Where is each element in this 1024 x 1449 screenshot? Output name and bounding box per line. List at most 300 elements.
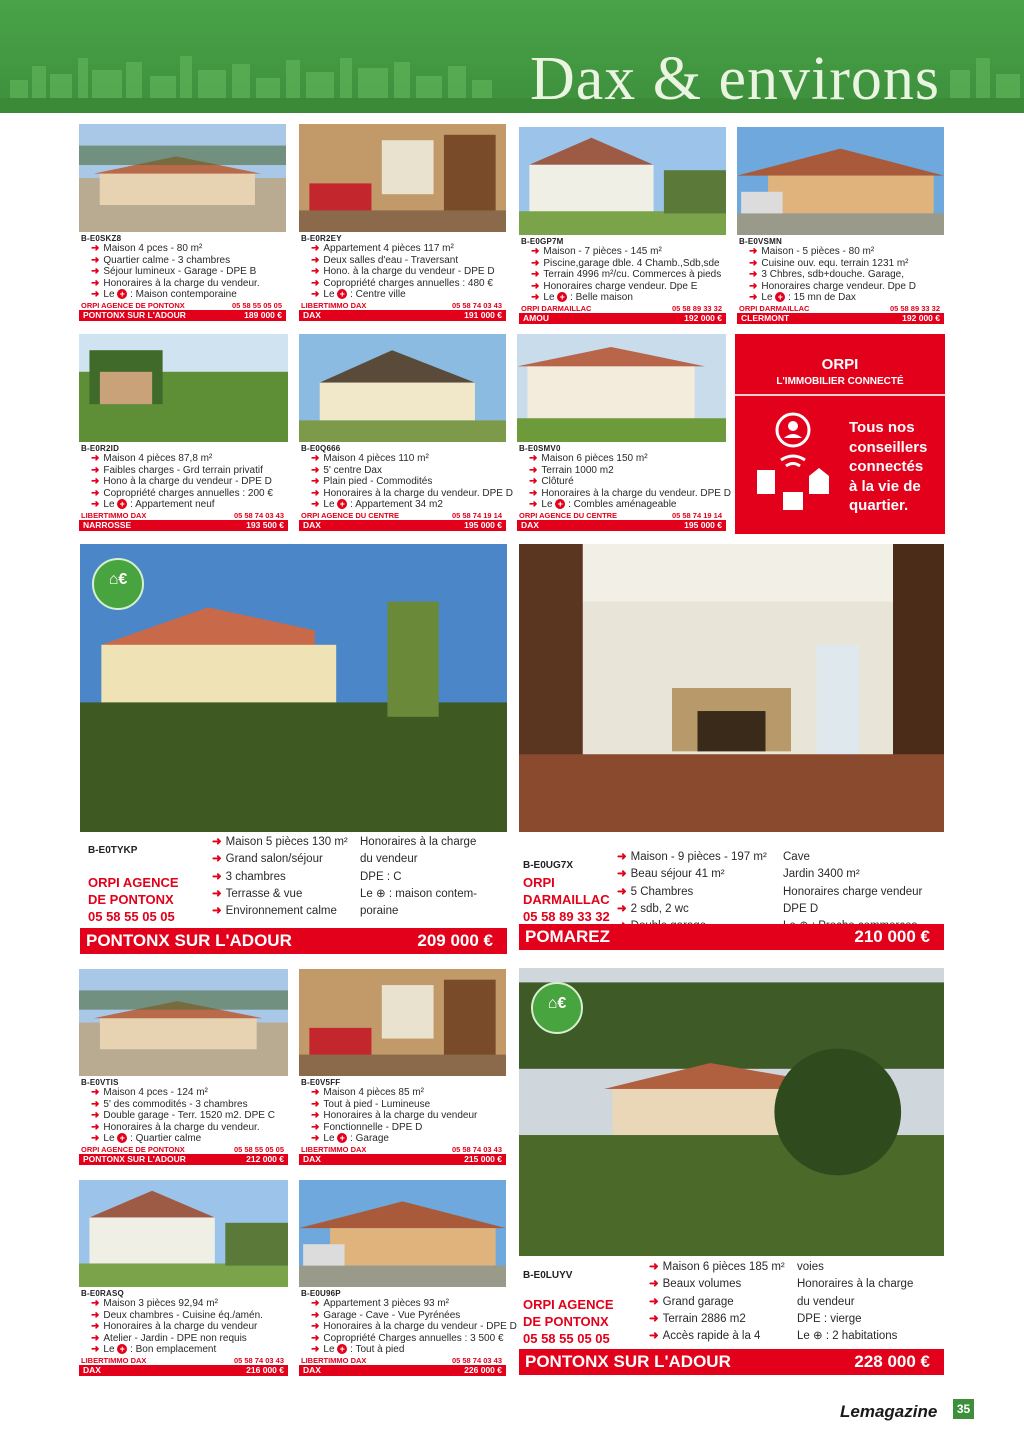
arrow-icon: ➜ <box>311 1098 320 1110</box>
arrow-icon: ➜ <box>529 464 538 476</box>
arrow-icon: ➜ <box>212 870 222 883</box>
price: 228 000 € <box>854 1352 930 1371</box>
plus-icon: + <box>775 292 785 302</box>
plus-icon: + <box>337 499 347 509</box>
price: 192 000 € <box>902 313 940 323</box>
plus-icon: + <box>337 1133 347 1143</box>
feature-plus: ➜ Le + : Garage <box>311 1133 389 1144</box>
feature-item: ➜ Grand salon/séjour <box>212 853 323 866</box>
feature-item: ➜ Appartement 3 pièces 93 m² <box>311 1298 450 1309</box>
agency-text: DE PONTONX <box>88 892 174 907</box>
feature-item: ➜ Honoraires à la charge du vendeur. DPE D <box>529 487 731 499</box>
feature-plus: ➜ Le + : Belle maison <box>531 292 633 303</box>
feature-list <box>531 246 721 304</box>
arrow-icon: ➜ <box>311 254 320 266</box>
arrow-icon: ➜ <box>311 1332 320 1344</box>
featured-listing-card[interactable] <box>80 544 507 956</box>
arrow-icon: ➜ <box>529 499 538 510</box>
listing-ref: B-E0LUYV <box>523 1270 573 1281</box>
price: 210 000 € <box>854 927 930 946</box>
arrow-icon: ➜ <box>649 1278 659 1291</box>
page-number: 35 <box>953 1399 974 1419</box>
price-bar <box>519 313 726 324</box>
arrow-icon: ➜ <box>91 476 100 487</box>
feature-item: ➜ Maison 4 pièces 87,8 m² <box>91 453 213 464</box>
listing-ref: B-E0VSMN <box>739 237 782 246</box>
arrow-icon: ➜ <box>617 851 627 863</box>
feature-plus: ➜ Le + : Appartement 34 m2 <box>311 499 443 510</box>
feature-list <box>91 453 273 511</box>
arrow-icon: ➜ <box>311 277 320 289</box>
arrow-icon: ➜ <box>749 246 758 257</box>
city-name: PONTONX SUR L'ADOUR <box>83 310 186 320</box>
featured-listing-card[interactable] <box>519 968 944 1380</box>
feature-list <box>529 453 731 511</box>
property-photo[interactable] <box>299 124 506 232</box>
property-photo[interactable] <box>80 544 507 832</box>
price-bar <box>299 1154 506 1165</box>
price: 193 500 € <box>246 520 284 530</box>
feature-list <box>749 246 916 304</box>
orpi-tagline: L'IMMOBILIER CONNECTÉ <box>776 376 904 387</box>
city-name: POMAREZ <box>525 927 610 946</box>
property-photo[interactable] <box>737 127 944 235</box>
property-photo[interactable] <box>299 969 506 1076</box>
listing-card[interactable] <box>519 127 726 323</box>
listing-ref: B-E0UG7X <box>523 860 574 871</box>
feature-plus: ➜ Le + : 15 mn de Dax <box>749 292 856 303</box>
property-photo[interactable] <box>79 334 288 442</box>
feature-item: ➜ Maison 4 pièces 85 m² <box>311 1087 424 1098</box>
arrow-icon: ➜ <box>91 1332 100 1344</box>
city-name: PONTONX SUR L'ADOUR <box>86 931 292 950</box>
feature-item: DPE : C <box>360 870 402 883</box>
feature-item: ➜ Hono. à la charge du vendeur - DPE D <box>311 266 495 277</box>
arrow-icon: ➜ <box>749 269 758 280</box>
arrow-icon: ➜ <box>91 289 100 300</box>
feature-item: ➜ Maison 3 pièces 92,94 m² <box>91 1298 218 1309</box>
eco-label-icon: ⌂€ <box>531 982 583 1034</box>
price-bar <box>299 520 506 531</box>
city-name: DAX <box>303 1365 321 1375</box>
arrow-icon: ➜ <box>91 1321 100 1332</box>
city-name: PONTONX SUR L'ADOUR <box>83 1154 186 1164</box>
agency-block <box>523 874 610 925</box>
property-photo[interactable] <box>519 127 726 235</box>
arrow-icon: ➜ <box>617 868 627 881</box>
city-name: DAX <box>303 520 321 530</box>
feature-item: ➜ Maison 4 pces - 80 m² <box>91 243 203 254</box>
feature-item: ➜ Clôturé <box>529 476 574 487</box>
agency-name: ORPI DARMAILLAC <box>521 304 592 313</box>
plus-icon: + <box>337 1344 347 1354</box>
feature-item: ➜ Atelier - Jardin - DPE non requis <box>91 1332 247 1344</box>
price: 191 000 € <box>464 310 502 320</box>
orpi-brand: ORPI <box>821 356 859 373</box>
arrow-icon: ➜ <box>311 1321 320 1332</box>
feature-plus: ➜ Le + : Combles aménageable <box>529 499 677 510</box>
feature-list <box>91 1087 275 1145</box>
arrow-icon: ➜ <box>212 853 222 866</box>
feature-item: ➜ Honoraires à la charge du vendeur. <box>91 1121 260 1133</box>
listing-card[interactable] <box>79 124 286 320</box>
feature-item: ➜ Cuisine ouv. equ. terrain 1231 m² <box>749 257 909 269</box>
property-photo[interactable] <box>517 334 726 442</box>
arrow-icon: ➜ <box>91 254 100 266</box>
feature-item: ➜ Copropriété Charges annuelles : 3 500 € <box>311 1332 504 1344</box>
arrow-icon: ➜ <box>311 453 320 464</box>
arrow-icon: ➜ <box>529 476 538 487</box>
city-name: DAX <box>83 1365 101 1375</box>
price: 195 000 € <box>684 520 722 530</box>
agency-phone: 05 58 89 33 32 <box>671 304 722 313</box>
price: 189 000 € <box>244 310 282 320</box>
feature-list <box>311 243 495 301</box>
feature-item: ➜ Séjour lumineux - Garage - DPE B <box>91 266 257 277</box>
feature-item: ➜ Plain pied - Commodités <box>311 476 433 487</box>
agency-name: LIBERTIMMO DAX <box>301 1356 367 1365</box>
agency-name: ORPI DARMAILLAC <box>739 304 810 313</box>
arrow-icon: ➜ <box>91 243 100 254</box>
arrow-icon: ➜ <box>91 1133 100 1144</box>
listing-ref: B-E0RASQ <box>81 1289 124 1298</box>
agency-name: LIBERTIMMO DAX <box>301 1145 367 1154</box>
arrow-icon: ➜ <box>91 1298 100 1309</box>
feature-list <box>311 453 513 511</box>
arrow-icon: ➜ <box>617 902 627 915</box>
arrow-icon: ➜ <box>91 277 100 289</box>
orpi-message: Tous nos conseillers connectés à la vie de quartier. <box>849 419 928 514</box>
agency-name: ORPI AGENCE DE PONTONX <box>81 1145 185 1154</box>
price-bar <box>80 928 507 954</box>
city-name: NARROSSE <box>83 520 132 530</box>
feature-item: ➜ Terrain 4996 m²/cu. Commerces à pieds <box>531 269 722 280</box>
arrow-icon: ➜ <box>749 257 758 269</box>
arrow-icon: ➜ <box>311 1344 320 1355</box>
plus-icon: + <box>117 289 127 299</box>
arrow-icon: ➜ <box>311 464 320 476</box>
arrow-icon: ➜ <box>91 1087 100 1098</box>
feature-item: ➜ Deux salles d'eau - Traversant <box>311 254 459 266</box>
feature-item: ➜ Double garage - Terr. 1520 m2. DPE C <box>91 1110 275 1121</box>
property-photo[interactable] <box>519 544 944 832</box>
arrow-icon: ➜ <box>531 280 540 292</box>
feature-item: ➜ Appartement 4 pièces 117 m² <box>311 243 454 254</box>
feature-item: ➜ Honoraires charge vendeur. Dpe E <box>531 280 698 292</box>
feature-item: Le ⊕ : 2 habitations <box>797 1330 898 1343</box>
feature-item: ➜ 5' centre Dax <box>311 464 382 476</box>
feature-item: ➜ Honoraires à la charge du vendeur - DPE D <box>311 1321 517 1332</box>
price-bar <box>517 520 726 531</box>
feature-item: ➜ Terrain 2886 m2 <box>649 1312 746 1325</box>
feature-list-2 <box>797 1259 913 1345</box>
feature-item: ➜ Honoraires à la charge du vendeur. DPE D <box>311 487 513 499</box>
feature-item: ➜ Beau séjour 41 m² <box>617 868 725 881</box>
city-name: DAX <box>303 1154 321 1164</box>
plus-icon: + <box>117 1344 127 1354</box>
orpi-promo-box <box>735 334 945 534</box>
arrow-icon: ➜ <box>91 464 100 476</box>
feature-item: ➜ 5 Chambres <box>617 885 694 898</box>
property-photo[interactable] <box>79 1180 288 1287</box>
plus-icon: + <box>557 292 567 302</box>
listing-card[interactable] <box>79 334 288 530</box>
feature-item: poraine <box>360 905 399 918</box>
feature-item: Honoraires à la charge <box>797 1278 914 1291</box>
agency-text: DARMAILLAC <box>523 892 610 907</box>
feature-item: ➜ Copropriété charges annuelles : 480 € <box>311 277 493 289</box>
listing-ref: B-E0SKZ8 <box>81 234 122 243</box>
agency-text: 05 58 55 05 05 <box>523 1331 610 1346</box>
feature-list <box>311 1298 517 1356</box>
arrow-icon: ➜ <box>212 905 222 918</box>
arrow-icon: ➜ <box>311 1309 320 1321</box>
arrow-icon: ➜ <box>91 487 100 499</box>
property-photo[interactable] <box>299 334 506 442</box>
header-banner <box>0 0 1024 113</box>
feature-item: ➜ Honoraires à la charge du vendeur <box>91 1321 258 1332</box>
feature-list <box>91 243 260 301</box>
feature-item: Cave <box>783 851 810 863</box>
feature-list <box>212 834 348 920</box>
feature-list-2 <box>360 834 477 920</box>
agency-text: ORPI <box>523 875 555 890</box>
agency-phone: 05 58 74 03 43 <box>451 301 502 310</box>
feature-item: ➜ Fonctionnelle - DPE D <box>311 1121 423 1133</box>
arrow-icon: ➜ <box>617 885 627 898</box>
arrow-icon: ➜ <box>311 243 320 254</box>
listing-card[interactable] <box>517 334 731 530</box>
feature-item: Le ⊕ : maison contem- <box>360 887 478 900</box>
listing-ref: B-E0V5FF <box>301 1078 341 1087</box>
arrow-icon: ➜ <box>91 266 100 277</box>
arrow-icon: ➜ <box>212 836 222 848</box>
feature-plus: ➜ Le + : Appartement neuf <box>91 499 215 510</box>
agency-name: ORPI AGENCE DU CENTRE <box>301 511 400 520</box>
feature-list <box>649 1259 785 1345</box>
price-bar <box>737 313 944 324</box>
feature-item: ➜ Faibles charges - Grd terrain privatif <box>91 464 263 476</box>
price: 195 000 € <box>464 520 502 530</box>
feature-item: Jardin 3400 m² <box>783 868 860 881</box>
agency-phone: 05 58 89 33 32 <box>889 304 940 313</box>
agency-phone: 05 58 74 03 43 <box>451 1145 502 1154</box>
feature-item: ➜ Beaux volumes <box>649 1278 742 1291</box>
arrow-icon: ➜ <box>91 499 100 510</box>
price: 209 000 € <box>417 931 493 950</box>
arrow-icon: ➜ <box>91 1110 100 1121</box>
feature-item: ➜ 5' des commodités - 3 chambres <box>91 1098 248 1110</box>
property-photo[interactable] <box>79 124 286 232</box>
listing-card[interactable] <box>737 127 944 323</box>
agency-text: DE PONTONX <box>523 1314 609 1329</box>
price-bar <box>79 1154 288 1165</box>
feature-item: ➜ Garage - Cave - Vue Pyrénées <box>311 1309 461 1321</box>
agency-name: LIBERTIMMO DAX <box>81 1356 147 1365</box>
agency-name: ORPI AGENCE DE PONTONX <box>81 301 185 310</box>
price-bar <box>299 1365 506 1376</box>
feature-item: du vendeur <box>797 1295 855 1308</box>
feature-item: ➜ Quartier calme - 3 chambres <box>91 254 231 266</box>
feature-item: ➜ Terrain 1000 m2 <box>529 464 614 476</box>
arrow-icon: ➜ <box>311 1110 320 1121</box>
feature-item: ➜ Maison - 7 pièces - 145 m² <box>531 246 662 257</box>
agency-name: ORPI AGENCE DU CENTRE <box>519 511 618 520</box>
feature-item: Honoraires charge vendeur <box>783 885 923 898</box>
feature-item: ➜ Copropriété charges annuelles : 200 € <box>91 487 273 499</box>
feature-plus: ➜ Le + : Tout à pied <box>311 1344 405 1355</box>
agency-phone: 05 58 55 05 05 <box>231 301 282 310</box>
city-name: DAX <box>521 520 539 530</box>
arrow-icon: ➜ <box>649 1261 659 1273</box>
feature-item: ➜ Deux chambres - Cuisine éq./amén. <box>91 1309 263 1321</box>
feature-item: ➜ Accès rapide à la 4 <box>649 1330 761 1343</box>
agency-phone: 05 58 55 05 05 <box>233 1145 284 1154</box>
feature-item: ➜ Maison 5 pièces 130 m² <box>212 836 348 848</box>
feature-item: ➜ Maison 4 pièces 110 m² <box>311 453 429 464</box>
arrow-icon: ➜ <box>311 289 320 300</box>
arrow-icon: ➜ <box>311 499 320 510</box>
agency-text: 05 58 89 33 32 <box>523 909 610 924</box>
feature-item: voies <box>797 1261 824 1273</box>
price-bar <box>79 310 286 321</box>
agency-text: 05 58 55 05 05 <box>88 909 175 924</box>
arrow-icon: ➜ <box>529 487 538 499</box>
divider <box>735 394 945 396</box>
price: 212 000 € <box>246 1154 284 1164</box>
listing-ref: B-E0R2EY <box>301 234 342 243</box>
price-bar <box>519 924 944 950</box>
listing-ref: B-E0GP7M <box>521 237 564 246</box>
arrow-icon: ➜ <box>91 453 100 464</box>
feature-item: ➜ Hono à la charge du vendeur - DPE D <box>91 476 272 487</box>
price: 226 000 € <box>464 1365 502 1375</box>
agency-name: LIBERTIMMO DAX <box>81 511 147 520</box>
price-bar <box>79 520 288 531</box>
agency-name: LIBERTIMMO DAX <box>301 301 367 310</box>
arrow-icon: ➜ <box>649 1312 659 1325</box>
feature-list <box>311 1087 477 1145</box>
feature-item: ➜ Tout à pied - Lumineuse <box>311 1098 431 1110</box>
feature-plus: ➜ Le + : Quartier calme <box>91 1133 202 1144</box>
featured-listing-card[interactable] <box>519 544 944 956</box>
arrow-icon: ➜ <box>91 1098 100 1110</box>
arrow-icon: ➜ <box>531 246 540 257</box>
arrow-icon: ➜ <box>91 1344 100 1355</box>
listing-ref: B-E0VTIS <box>81 1078 119 1087</box>
feature-list <box>91 1298 263 1356</box>
feature-item: ➜ Piscine,garage dble. 4 Chamb.,Sdb,sde <box>531 257 720 269</box>
section-title: Dax & environs <box>529 45 940 113</box>
arrow-icon: ➜ <box>311 266 320 277</box>
feature-item: DPE : vierge <box>797 1312 862 1325</box>
listing-card[interactable] <box>299 969 506 1165</box>
listing-ref: B-E0R2ID <box>81 444 120 453</box>
city-name: DAX <box>303 310 321 320</box>
feature-item: ➜ Maison 4 pces - 124 m² <box>91 1087 208 1098</box>
arrow-icon: ➜ <box>531 292 540 303</box>
plus-icon: + <box>555 499 565 509</box>
price: 215 000 € <box>464 1154 502 1164</box>
arrow-icon: ➜ <box>311 1133 320 1144</box>
price-bar <box>79 1365 288 1376</box>
arrow-icon: ➜ <box>311 487 320 499</box>
arrow-icon: ➜ <box>529 453 538 464</box>
feature-item: ➜ Maison 6 pièces 185 m² <box>649 1261 785 1273</box>
price: 192 000 € <box>684 313 722 323</box>
price: 216 000 € <box>246 1365 284 1375</box>
arrow-icon: ➜ <box>649 1295 659 1308</box>
listing-card[interactable] <box>299 1180 517 1376</box>
feature-item: ➜ Grand garage <box>649 1295 734 1308</box>
listing-card[interactable] <box>299 124 506 320</box>
feature-plus: ➜ Le + : Maison contemporaine <box>91 289 237 300</box>
agency-text: ORPI AGENCE <box>88 875 179 890</box>
agency-block <box>88 874 179 925</box>
feature-item: ➜ Maison - 5 pièces - 80 m² <box>749 246 875 257</box>
arrow-icon: ➜ <box>311 1298 320 1309</box>
listing-card[interactable] <box>79 1180 288 1376</box>
city-name: AMOU <box>523 313 549 323</box>
feature-item: ➜ 3 Chbres, sdb+douche. Garage, <box>749 269 904 280</box>
arrow-icon: ➜ <box>531 269 540 280</box>
feature-item: ➜ Honoraires charge vendeur. Dpe D <box>749 280 916 292</box>
plus-icon: + <box>117 499 127 509</box>
agency-text: ORPI AGENCE <box>523 1297 614 1312</box>
arrow-icon: ➜ <box>531 257 540 269</box>
feature-item: ➜ 2 sdb, 2 wc <box>617 902 689 915</box>
feature-plus: ➜ Le + : Centre ville <box>311 289 406 300</box>
agency-phone: 05 58 74 03 43 <box>233 511 284 520</box>
listing-ref: B-E0SMV0 <box>519 444 561 453</box>
property-photo[interactable] <box>79 969 288 1076</box>
plus-icon: + <box>117 1133 127 1143</box>
arrow-icon: ➜ <box>311 1121 320 1133</box>
listing-ref: B-E0U96P <box>301 1289 341 1298</box>
agency-block <box>523 1296 614 1347</box>
feature-item: ➜ Maison 6 pièces 150 m² <box>529 453 648 464</box>
feature-item: du vendeur <box>360 853 418 866</box>
agency-phone: 05 58 74 03 43 <box>451 1356 502 1365</box>
agency-phone: 05 58 74 03 43 <box>233 1356 284 1365</box>
arrow-icon: ➜ <box>649 1330 659 1343</box>
feature-plus: ➜ Le + : Bon emplacement <box>91 1344 217 1355</box>
property-photo[interactable] <box>299 1180 506 1287</box>
listing-card[interactable] <box>79 969 288 1165</box>
feature-list <box>617 849 767 935</box>
city-name: PONTONX SUR L'ADOUR <box>525 1352 731 1371</box>
price-bar <box>519 1349 944 1375</box>
connected-icons <box>755 408 845 518</box>
arrow-icon: ➜ <box>749 292 758 303</box>
feature-item: ➜ Maison - 9 pièces - 197 m² <box>617 851 767 863</box>
plus-icon: + <box>337 289 347 299</box>
arrow-icon: ➜ <box>311 476 320 487</box>
city-name: CLERMONT <box>741 313 790 323</box>
arrow-icon: ➜ <box>91 1309 100 1321</box>
listing-ref: B-E0TYKP <box>88 845 138 856</box>
feature-item: ➜ 3 chambres <box>212 870 286 883</box>
listing-card[interactable] <box>299 334 513 530</box>
agency-phone: 05 58 74 19 14 <box>451 511 502 520</box>
listing-ref: B-E0Q666 <box>301 444 341 453</box>
feature-item: ➜ Honoraires à la charge du vendeur <box>311 1110 478 1121</box>
arrow-icon: ➜ <box>311 1087 320 1098</box>
feature-item: ➜ Environnement calme <box>212 905 337 918</box>
arrow-icon: ➜ <box>749 280 758 292</box>
price-bar <box>299 310 506 321</box>
magazine-brand: Lemagazine <box>840 1402 938 1421</box>
